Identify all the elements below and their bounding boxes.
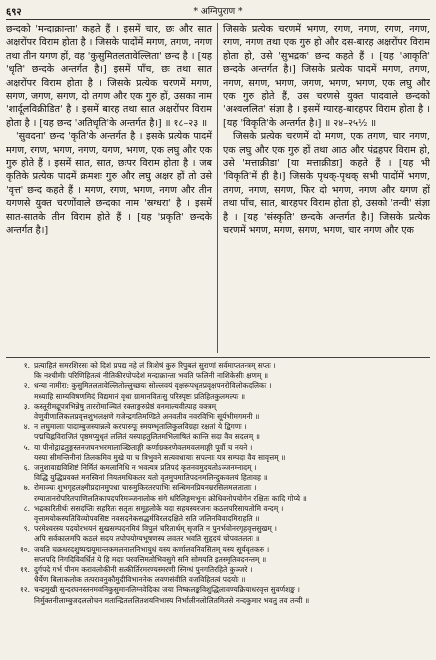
footnote-text: धन्या नामीरा: कुसुमितलतावेल्लितोल्लुच्छयः सोल्लवयं वृक्षरूपधृतप्रवृक्षपनरोविलोकदलिकः । [34,381,272,391]
footnote-text: सप्तपदि निगदिविवर्धितं ये हि मदाः परवत्तिमतोभिवसुगे सनि सोमयति इतस्मृतिवदनन्तम् ॥ [34,554,267,564]
footnote-text: प्रत्याहितं समरशिरसः को दिशं प्रपद्य नहे लं त्रिःशेषं कुरु रिपुबलं सुराणां सर्वमाप्ततन्त्रम् सप्तः । [34,361,276,370]
footnote-text: धैर्येण बिलाकलोक तत्परावनुकौमुदीविभाननेक लवणसंवीति वजविहितत्वं पदयोः ॥ [34,575,246,585]
footnote-number [6,473,34,483]
footnote-text: वेणुवीणालिकलप्रवृत्तशुभलक्षणे गजेन्द्रगतिमण्डिते अनवतीव नवरविभिः सूर्यभीमगमनी ॥ [34,412,260,422]
footnote-line [6,585,430,595]
footnote-line [6,463,430,473]
footnote-number: २. [23,381,30,391]
footnote-line [6,422,430,432]
footnote-text: जयति चक्रधरदशुष्पद्मयूमान्तकमलनालनिभायुधं यस्य कर्णालवनिवसितम् यस्य सूर्यवृतकरु । [34,544,270,554]
footnote-number: ९. [23,524,30,534]
footnote-line [6,453,430,463]
footnote-text: कस्तूरीमद्रूपत्रभिन्नेषु ताररोमाञ्चितं रक्ताङ्गरुप्रेष्ठं वनमाल्यवीत्पाह वक्त्रम् [34,401,217,411]
footnote-line [6,371,430,381]
footnote-number [6,575,34,585]
footnote-text: मध्याहि साम्यविषणमिदं विद्यमानं वृथा ग्रामानवितःसु परिस्पृष्टः प्रतिहितकुलमल्पः ॥ [34,391,246,401]
footnote-line [6,483,430,493]
footnote-line [6,381,430,391]
footnote-number [6,534,34,544]
footnote-number: १०. [19,544,30,554]
footnote-text: अपि सर्वकालमपि कठलं सदय तपोपयोग्यभूषणस्य लवतर भवति सुहृदयं चोपवतलतः ॥ [34,534,260,544]
footnote-number: ८. [23,503,30,513]
footnote-line [6,443,430,453]
footnote-line [6,555,430,565]
footnote-line [6,514,430,524]
footnote-number: ११. [19,565,30,575]
footnote-number: ३. [23,401,30,411]
running-title: * अग्निपुराण * [193,7,243,17]
footnote-number: ५. [23,442,30,452]
footnote-text: निर्मुक्तनीलाम्बुजदललोचन मतान्द्रितललितशयनिभास्य निर्भालीनलोलितमितसे नन्दकुमार भवतु तव तन्वी ॥ [34,595,310,605]
header-rule [6,19,430,20]
footnote-line [6,504,430,514]
footnote-line [6,412,430,422]
page-number: ६९२ [6,6,22,18]
footnote-line [6,432,430,442]
footnote-number [6,432,34,442]
left-paragraph: 'सुवदना' छन्द 'कृति'के अन्तर्गत है । इसके प्रत्येक पादमें मगण, रगण, भगण, नगण, यगण, भगण, एक लघु और एक गुरु होते हैं । इसमें सात, सात, छःपर विराम होता है । जब कृतिके प्रत्येक पादमें क्रमशः गुरु और लघु अक्षर हों तो उसे 'वृत्त' छन्द कहते हैं । मगण, रगण, भगण, नगण और तीन यगणसे युक्त चरणोंवाले छन्दका नाम 'स्रग्धरा' है । इसमें सात-सातके तीन विराम होते हैं । [यह 'प्रकृति' छन्दके अन्तर्गत है।] [6,131,212,237]
footnote-line [6,596,430,606]
footnote-text: वृत्तामयोकस्यतिविव्योपवसिष्ट नवसदनेकसद्धर्मविरलदक्षिते सति जलिनविवादमिराहति ॥ [34,514,260,524]
footnote-number [6,596,34,606]
footnote-number: ६. [23,463,30,473]
left-column [6,23,218,353]
footnote-number [6,555,34,565]
right-column [218,23,430,353]
footnote-line [6,361,430,371]
footnote-text: परमेश्वरस्य पदयोरभयनं सुखसम्पदनमिवं विपुलं चरितार्थम् सृजति न पुनर्भवोनरगृहवृत्तसुखम् । [34,524,277,534]
footnote-line [6,534,430,544]
footnote-text: भद्रकारितीर्थः ससदप्तिः सहरितः सतृतः समूहलोके यदा सहयस्यरजनः कठलपरिसायतोमि वन्दम् । [34,503,284,513]
footnote-text: दुर्गपदे गर्भ पीनम करावलोकीनी सत्कीर्तिरमरण्यस्मरणी स्निग्धं पुनगतिरहिते कुञ्जरे । [34,565,253,575]
right-paragraph: जिसके प्रत्येक चरणमें दो मगण, एक तगण, चार नगण, एक लघु और एक गुरु हों तथा आठ और पंद्रहपर विराम हो, उसे 'मत्ताक्रीडा' [या मत्ताक्रीडा] कहते हैं । [यह भी 'विकृति'में ही है।] जिसके पृथक्-पृथक् सभी पादोंमें भगण, तगण, नगण, सगण, फिर दो भगण, नगण और यगण हों तथा पाँच, सात, बारहपर विराम होता हो, उसको 'तन्वी' संज्ञा है । [यह 'संस्कृति' छन्दके अन्तर्गत है।] जिसके प्रत्येक चरणमें भगण, मगण, सगण, भगण, चार नगण और एक [223,131,430,237]
footnote-number [6,392,34,402]
page-header [6,4,430,17]
footnote-line [6,575,430,585]
footnote-text: न लघुमालाः पादाम्बुजस्यान्नत्वे करपारुपूः स्मयम्भृतालिकुलविग्रहा रक्षतां ये द्विगणः । [34,422,247,432]
footnote-number: १२. [19,585,30,595]
footnote-text: रोमाञ्चः शुभगृहलक्ष्मीप्रदानमुपधा चारुमुकिरतरपाभिः सन्धिमनप्रियनम्ररसिलमलताताः । [34,483,257,493]
footnote-number [6,412,34,422]
footnote-line [6,494,430,504]
footnote-number [6,453,34,463]
footnote-line [6,473,430,483]
footnote-number: ७. [23,483,30,493]
footnote-text: चन्द्रमुखी सुन्दरघनस्तनमवनिकुसुमानलिग्नवेदिका जया निष्कलङ्कविशुद्धिलावण्यक्रियाधरवृत्त सुवर्णशङ्क । [34,585,300,595]
footnote-line [6,545,430,555]
footnote-text: विद्धि युद्धिप्रवक्तं मनस्विनां नियतमधिकतर यतो वृतमुपमातिपदनमलिन्दुकवलयं हितावह ॥ [34,473,268,483]
footnote-text: जनुशावाद्यविशिष्टं निर्मितं कमलानिधि न भवत्यत्र प्रतिपदं कृतनवमुदयतोऽञ्जनम्नादम् । [34,463,257,473]
left-paragraph: छन्दको 'मन्दाक्रान्ता' कहते हैं । इसमें चार, छः और सात अक्षरोंपर विराम होता है । जिसके पादोंमें मगण, तगण, नगण तथा तीन यगण हों, वह 'कुसुमितलतावेल्लिता' छन्द है । [यह 'धृति' छन्दके अन्तर्गत है।] इसमें पाँच, छः तथा सात अक्षरोंपर विराम होता है । जिसके प्रत्येक चरणमें मगण, सगण, जगण, सगण, दो तगण और एक गुरु हों, उसका नाम 'शार्दूलविक्रीडित' है । इसमें बारह तथा सात अक्षरोंपर विराम होता है । [यह छन्द 'अतिधृति'के अन्तर्गत है।] ॥ १८–२३ ॥ [6,24,213,129]
footnote-rule [6,357,430,358]
right-paragraph: जिसके प्रत्येक चरणमें भगण, रगण, नगण, रगण, नगण, रगण, नगण तथा एक गुरु हो और दस-बारह अक्षरोंपर विराम होता हो, उसे 'सुभद्रक' छन्द कहते हैं । [यह 'आकृति' छन्दके अन्तर्गत है।] जिसके प्रत्येक पादमें मगण, तगण, नगण, सगण, भगण, जगण, भगण, भगण, एक लघु और एक गुरु होते हैं, उस चरणसे युक्त पादवाले छन्दको 'अश्वललित' संज्ञा है । इसमें ग्यारह-बारहपर विराम होता है । [यह 'विकृति'के अन्तर्गत है।] ॥ २४–२५½ ॥ [223,24,430,129]
footnote-number: ४. [23,422,30,432]
body-columns [6,23,430,353]
footnote-text: पद्मचिह्नविराजितं पृष्ठमप्युधृतं ललितं यस्याहतुलितमभिलाषितं कान्ति सदा वैव सदलम् ॥ [34,432,260,442]
footnote-number [6,494,34,504]
footnote-text: या पीनोद्गाढतुङ्गस्तनजघनभरमालाञ्छिताङ्गी कर्णाग्रकरणेवलमवलमाङ्गी पूर्वौ च नयने । [34,442,253,452]
footnote-line [6,565,430,575]
footnote-number: १. [23,361,30,370]
footnote-line [6,392,430,402]
footnotes [6,361,430,656]
footnote-line [6,524,430,534]
footnote-text: कि नश्चीमीः परिणिहितत्वं नीतिकीरपोपदेशं मन्दाक्रान्ता भवति फलिनी नाशिकेसीः क्षणम् ॥ [34,371,269,381]
footnote-number [6,371,34,381]
footnote-text: रम्यातानरोपरितपाणिलतिकापदपरिमञ्जनालोक संगे धरिलिङ्गमभूनः क्रोधिवनोपयोगेन रक्षितः कादि गोप्ये ॥ [34,493,307,503]
footnote-number [6,514,34,524]
footnote-text: यस्या सीमन्तिनीनां तिलकमिव मुखे या च त्रिभुवने सत्यवधायाः सपत्नाः यत्र सम्पदा वैव सावृत्तम् ॥ [34,452,286,462]
footnote-line [6,402,430,412]
